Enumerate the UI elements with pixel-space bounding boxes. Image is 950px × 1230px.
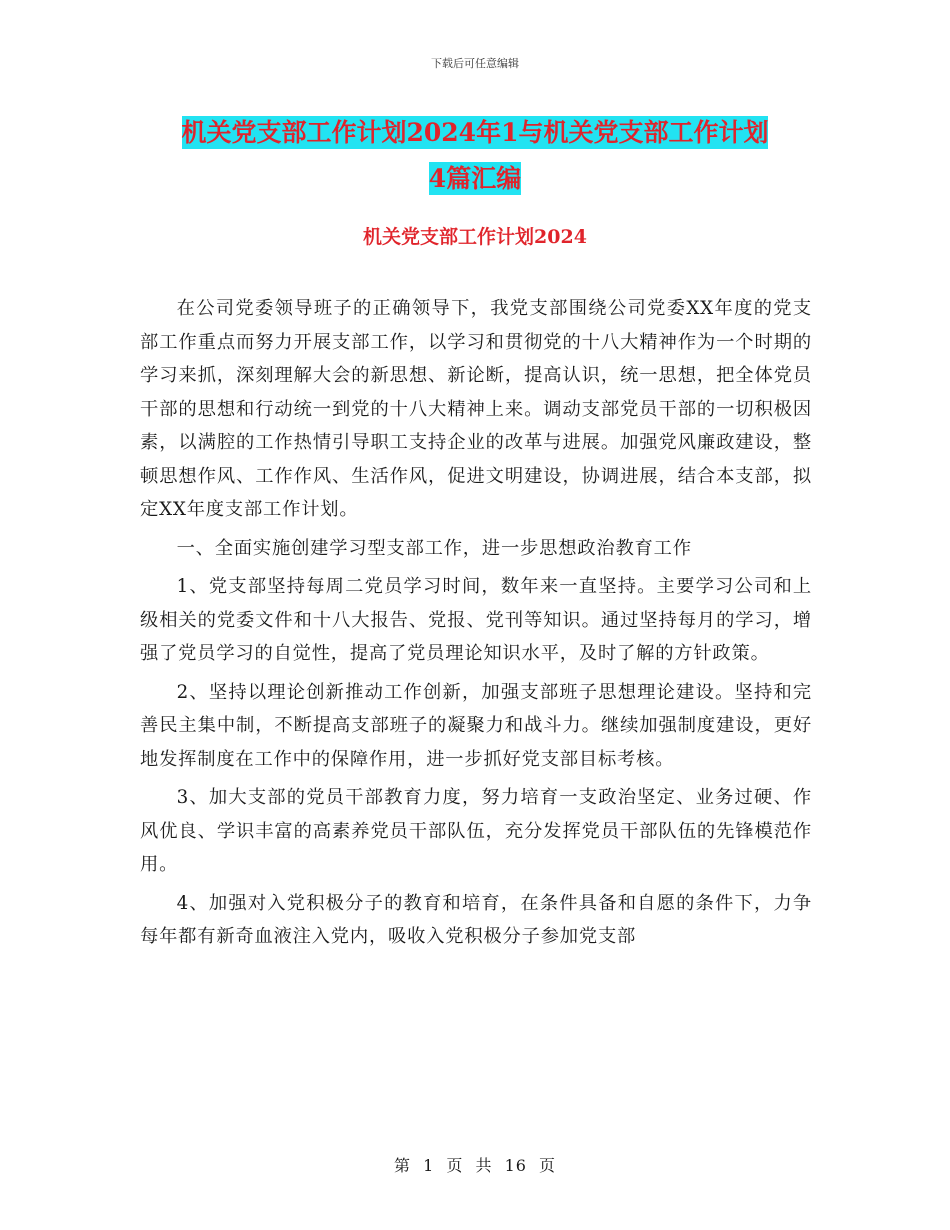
footer-page-unit: 页 bbox=[446, 1156, 464, 1175]
title-line-2: 4篇汇编 bbox=[428, 164, 522, 193]
title-line-1: 机关党支部工作计划2024年1与机关党支部工作计划 bbox=[181, 118, 769, 147]
header-note: 下载后可任意编辑 bbox=[431, 57, 519, 70]
paragraph: 3、加大支部的党员干部教育力度，努力培育一支政治坚定、业务过硬、作风优良、学识丰富的高素养党员干部队伍，充分发挥党员干部队伍的先锋模范作用。 bbox=[140, 787, 812, 875]
paragraph: 一、全面实施创建学习型支部工作，进一步思想政治教育工作 bbox=[176, 537, 692, 559]
section-title: 机关党支部工作计划2024 bbox=[363, 226, 587, 248]
footer-total-unit: 页 bbox=[539, 1156, 557, 1175]
footer-total-pages: 16 bbox=[504, 1156, 527, 1175]
footer-total-label: 共 bbox=[475, 1156, 493, 1175]
paragraph: 2、坚持以理论创新推动工作创新，加强支部班子思想理论建设。坚持和完善民主集中制，不断提高支部班子的凝聚力和战斗力。继续加强制度建设，更好地发挥制度在工作中的保障作用，进一步抓好党支部目标考核。 bbox=[140, 681, 812, 770]
paragraph: 在公司党委领导班子的正确领导下，我党支部围绕公司党委XX年度的党支部工作重点而努力开展支部工作，以学习和贯彻党的十八大精神作为一个时期的学习来抓，深刻理解大会的新思想、新论断，提高认识，统一思想，把全体党员干部的思想和行动统一到党的十八大精神上来。调动支部党员干部的一切积极因素，以满腔的工作热情引导职工支持企业的改革与进展。加强党风廉政建设，整顿思想作风、工作作风、生活作风，促进文明建设，协调进展，结合本支部，拟定XX年度支部工作计划。 bbox=[140, 298, 812, 520]
document-title bbox=[140, 110, 810, 202]
paragraph: 4、加强对入党积极分子的教育和培育，在条件具备和自愿的条件下，力争每年都有新奇血液注入党内，吸收入党积极分子参加党支部 bbox=[140, 892, 812, 947]
document-body bbox=[140, 292, 812, 959]
footer-page-label: 第 bbox=[393, 1156, 411, 1175]
page-footer bbox=[0, 1153, 950, 1176]
paragraph: 1、党支部坚持每周二党员学习时间，数年来一直坚持。主要学习公司和上级相关的党委文件和十八大报告、党报、党刊等知识。通过坚持每月的学习，增强了党员学习的自觉性，提高了党员理论知识水平，及时了解的方针政策。 bbox=[140, 576, 812, 664]
footer-current-page: 1 bbox=[423, 1156, 435, 1175]
